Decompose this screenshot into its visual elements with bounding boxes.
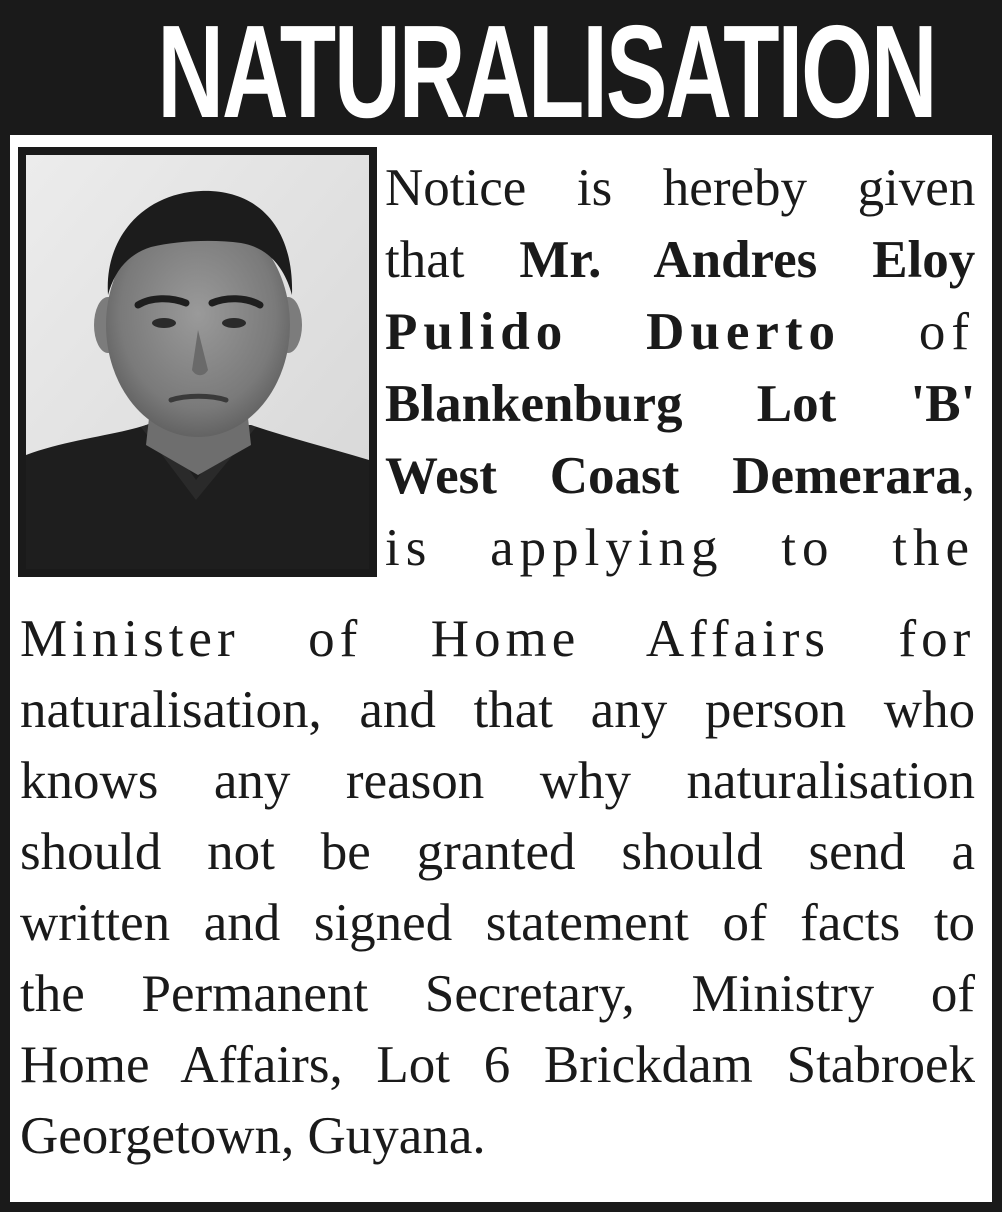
portrait-image [26,155,369,569]
applicant-address-line1: Blankenburg Lot 'B' [385,375,976,433]
applicant-address-line2: West Coast Demerara [385,447,962,505]
intro-line-5: West Coast Demerara, [385,447,975,505]
applicant-photo [18,147,377,577]
body-line: Georgetown, Guyana. [20,1107,486,1165]
applicant-name-part2: Pulido Duerto [385,303,842,361]
notice-intro [385,152,975,584]
body-line: should not be granted should send a [20,823,975,881]
body-line: naturalisation, and that any person who [20,681,976,739]
applicant-name-part1: Mr. Andres Eloy [519,231,976,289]
body-line: knows any reason why naturalisation [20,752,975,810]
notice-body [20,604,975,1172]
body-line: Minister of Home Affairs for [20,610,976,668]
intro-line-2: that Mr. Andres Eloy [385,231,976,289]
notice-title: NATURALISATION [157,10,936,135]
intro-line-6: is applying to the [385,519,975,577]
header-banner [10,10,992,135]
body-line: Home Affairs, Lot 6 Brickdam Stabroek [20,1036,975,1094]
body-line: the Permanent Secretary, Ministry of [20,965,976,1023]
intro-line-1: Notice is hereby given [385,159,976,217]
body-line: written and signed statement of facts to [20,894,976,952]
intro-line-4 [385,368,975,440]
intro-line-3: Pulido Duerto of [385,303,975,361]
